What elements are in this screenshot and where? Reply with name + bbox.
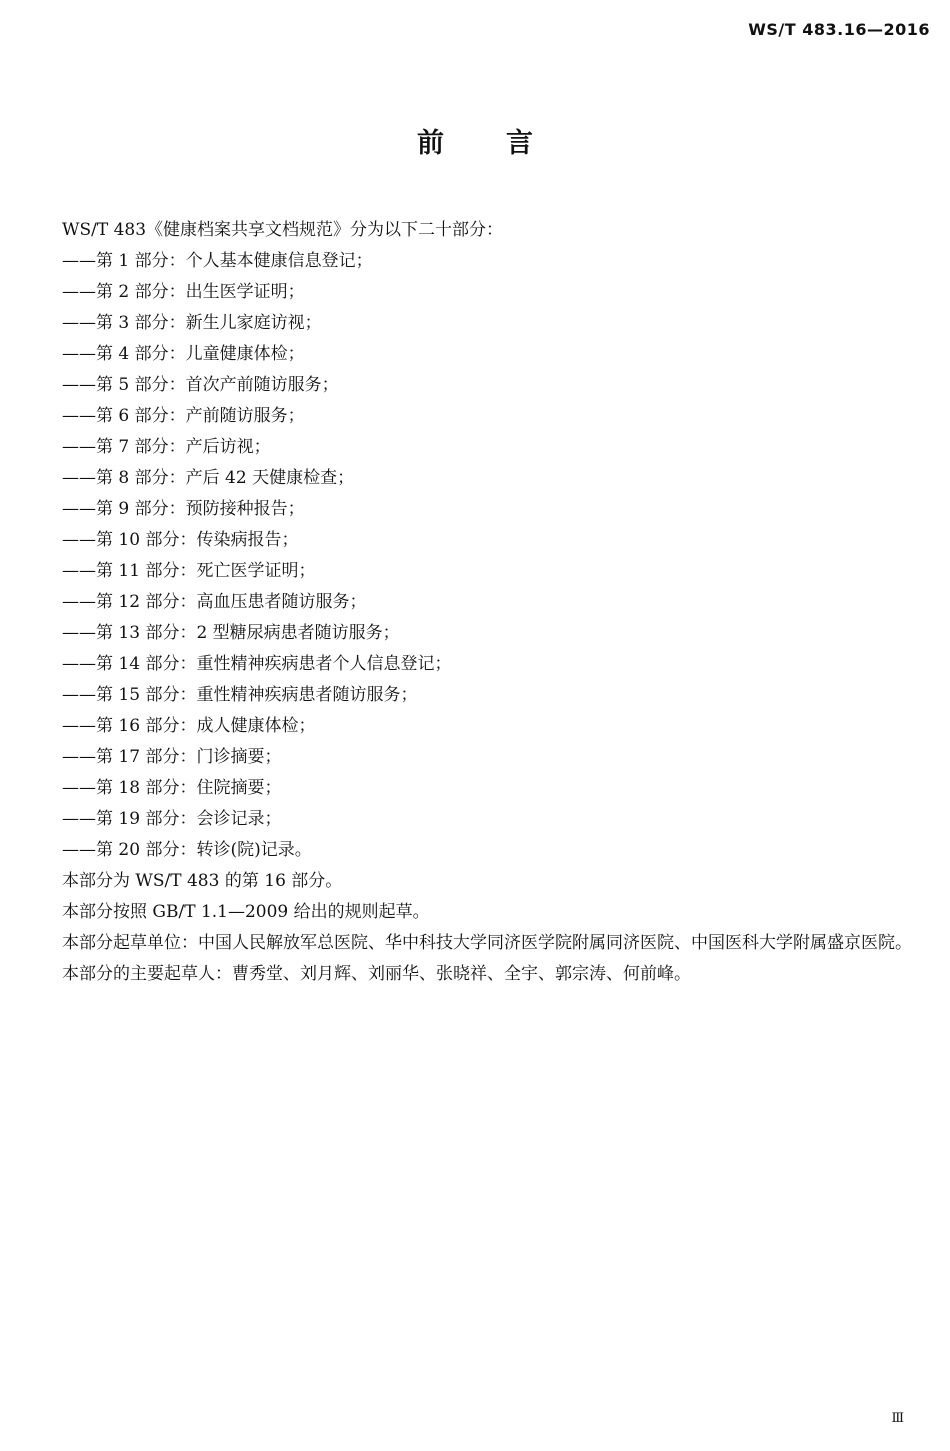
list-item: ——第 3 部分：新生儿家庭访视； <box>62 313 322 333</box>
list-item: ——第 19 部分：会诊记录； <box>62 809 282 829</box>
drafters-paragraph: 本部分的主要起草人：曹秀堂、刘月辉、刘丽华、张晓祥、全宇、郭宗涛、何前峰。 <box>62 964 691 984</box>
foreword-body <box>22 215 932 990</box>
page-title: 前言 <box>417 128 595 159</box>
list-item: ——第 20 部分：转诊(院)记录。 <box>62 840 312 860</box>
list-item: ——第 5 部分：首次产前随访服务； <box>62 375 339 395</box>
list-item: ——第 9 部分：预防接种报告； <box>62 499 305 519</box>
list-item: ——第 11 部分：死亡医学证明； <box>62 561 316 581</box>
rules-paragraph: 本部分按照 GB/T 1.1—2009 给出的规则起草。 <box>62 902 430 922</box>
page-number: Ⅲ <box>891 1411 904 1426</box>
list-item: ——第 7 部分：产后访视； <box>62 437 271 457</box>
list-item: ——第 6 部分：产前随访服务； <box>62 406 305 426</box>
list-item: ——第 15 部分：重性精神疾病患者随访服务； <box>62 685 418 705</box>
list-item: ——第 4 部分：儿童健康体检； <box>62 344 305 364</box>
list-item: ——第 10 部分：传染病报告； <box>62 530 299 550</box>
list-item: ——第 16 部分：成人健康体检； <box>62 716 316 736</box>
list-item: ——第 12 部分：高血压患者随访服务； <box>62 592 367 612</box>
list-item: ——第 13 部分：2 型糖尿病患者随访服务； <box>62 623 400 643</box>
list-item: ——第 17 部分：门诊摘要； <box>62 747 282 767</box>
list-item: ——第 14 部分：重性精神疾病患者个人信息登记； <box>62 654 452 674</box>
scope-paragraph: 本部分为 WS/T 483 的第 16 部分。 <box>62 871 343 891</box>
list-item: ——第 18 部分：住院摘要； <box>62 778 282 798</box>
list-item: ——第 1 部分：个人基本健康信息登记； <box>62 251 373 271</box>
intro-paragraph: WS/T 483《健康档案共享文档规范》分为以下二十部分： <box>62 220 504 240</box>
drafting-units-paragraph: 本部分起草单位：中国人民解放军总医院、华中科技大学同济医学院附属同济医院、中国医科大学附属盛京医院。 <box>62 933 912 953</box>
list-item: ——第 2 部分：出生医学证明； <box>62 282 305 302</box>
parts-list <box>22 246 932 866</box>
standard-code: WS/T 483.16—2016 <box>748 20 930 39</box>
list-item: ——第 8 部分：产后 42 天健康检查； <box>62 468 355 488</box>
